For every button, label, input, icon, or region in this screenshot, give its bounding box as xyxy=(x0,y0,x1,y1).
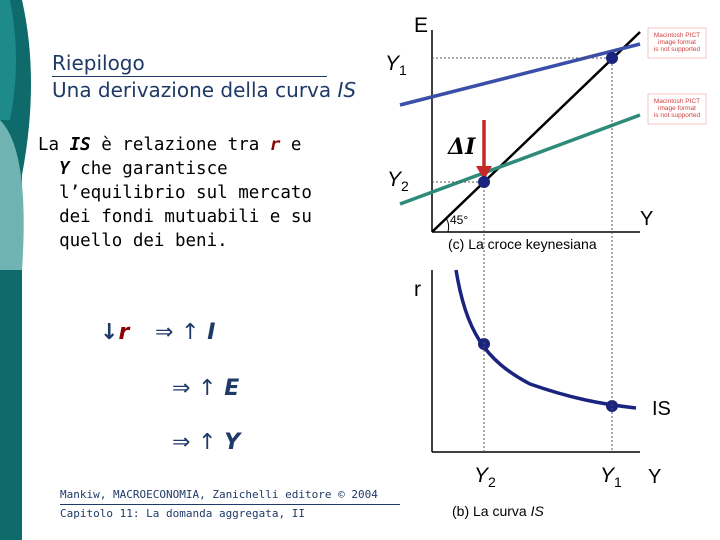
equilibrium-point-2 xyxy=(478,176,490,188)
chain-y: Y xyxy=(224,430,241,455)
pict-line: Macintosh PICT xyxy=(653,32,701,39)
is-y1-label: $Y_1$ xyxy=(600,464,622,491)
keynes-x-label: Y xyxy=(640,208,654,230)
e-axis-label: E xyxy=(414,14,429,37)
pict-line: Macintosh PICT xyxy=(653,98,701,105)
is-x-label: Y xyxy=(648,466,662,488)
is-curve-label: IS xyxy=(652,398,671,420)
up-arrow-icon: ↑ xyxy=(181,320,200,345)
body-text: e xyxy=(280,135,302,155)
down-arrow-icon: ↓ xyxy=(100,320,119,345)
body-text: dei fondi mutuabili e su xyxy=(59,207,312,227)
chain-e: E xyxy=(224,376,240,401)
body-text: La xyxy=(38,135,70,155)
body-text: che garantisce xyxy=(69,159,228,179)
pict-line: image format xyxy=(658,39,696,46)
title-line-2: Una derivazione della curva IS xyxy=(52,78,357,102)
chain-r: r xyxy=(118,320,130,345)
title-line-1: Riepilogo xyxy=(52,50,327,77)
expenditure-line-1 xyxy=(400,44,640,105)
y2-level-label: $Y_2$ xyxy=(387,168,409,195)
citation-line-2: Capitolo 11: La domanda aggregata, II xyxy=(60,507,306,520)
implies-icon: ⇒ xyxy=(154,320,174,345)
pict-notice-2 xyxy=(650,98,704,119)
pict-line: image format xyxy=(658,105,696,112)
y1-level-label: $Y_1$ xyxy=(385,52,407,79)
body-text: quello dei beni. xyxy=(59,231,228,251)
equilibrium-point-1 xyxy=(606,52,618,64)
r-axis-label: r xyxy=(414,278,421,301)
is-y2-label: $Y_2$ xyxy=(474,464,496,491)
expenditure-line-2 xyxy=(400,115,640,204)
pict-line: is not supported xyxy=(653,46,701,53)
body-y: Y xyxy=(59,159,70,179)
up-arrow-icon: ↑ xyxy=(198,376,217,401)
body-text: l’equilibrio sul mercato xyxy=(59,183,312,203)
citation-line-1: Mankiw, MACROECONOMIA, Zanichelli editore © 2004 xyxy=(60,486,400,505)
implies-icon: ⇒ xyxy=(172,376,191,401)
angle-arc xyxy=(446,218,449,232)
pict-notice-1 xyxy=(650,32,704,53)
body-r: r xyxy=(269,135,281,155)
body-is: IS xyxy=(69,135,91,155)
delta-i-label: ΔI xyxy=(448,134,476,160)
is-caption: (b) La curva IS xyxy=(452,503,544,519)
up-arrow-icon: ↑ xyxy=(198,430,217,455)
angle-label: 45° xyxy=(450,213,469,227)
implies-icon: ⇒ xyxy=(172,430,191,455)
keynes-caption: (c) La croce keynesiana xyxy=(448,236,597,252)
body-text: è relazione tra xyxy=(90,135,270,155)
pict-line: is not supported xyxy=(653,112,701,119)
chain-i: I xyxy=(207,320,216,345)
